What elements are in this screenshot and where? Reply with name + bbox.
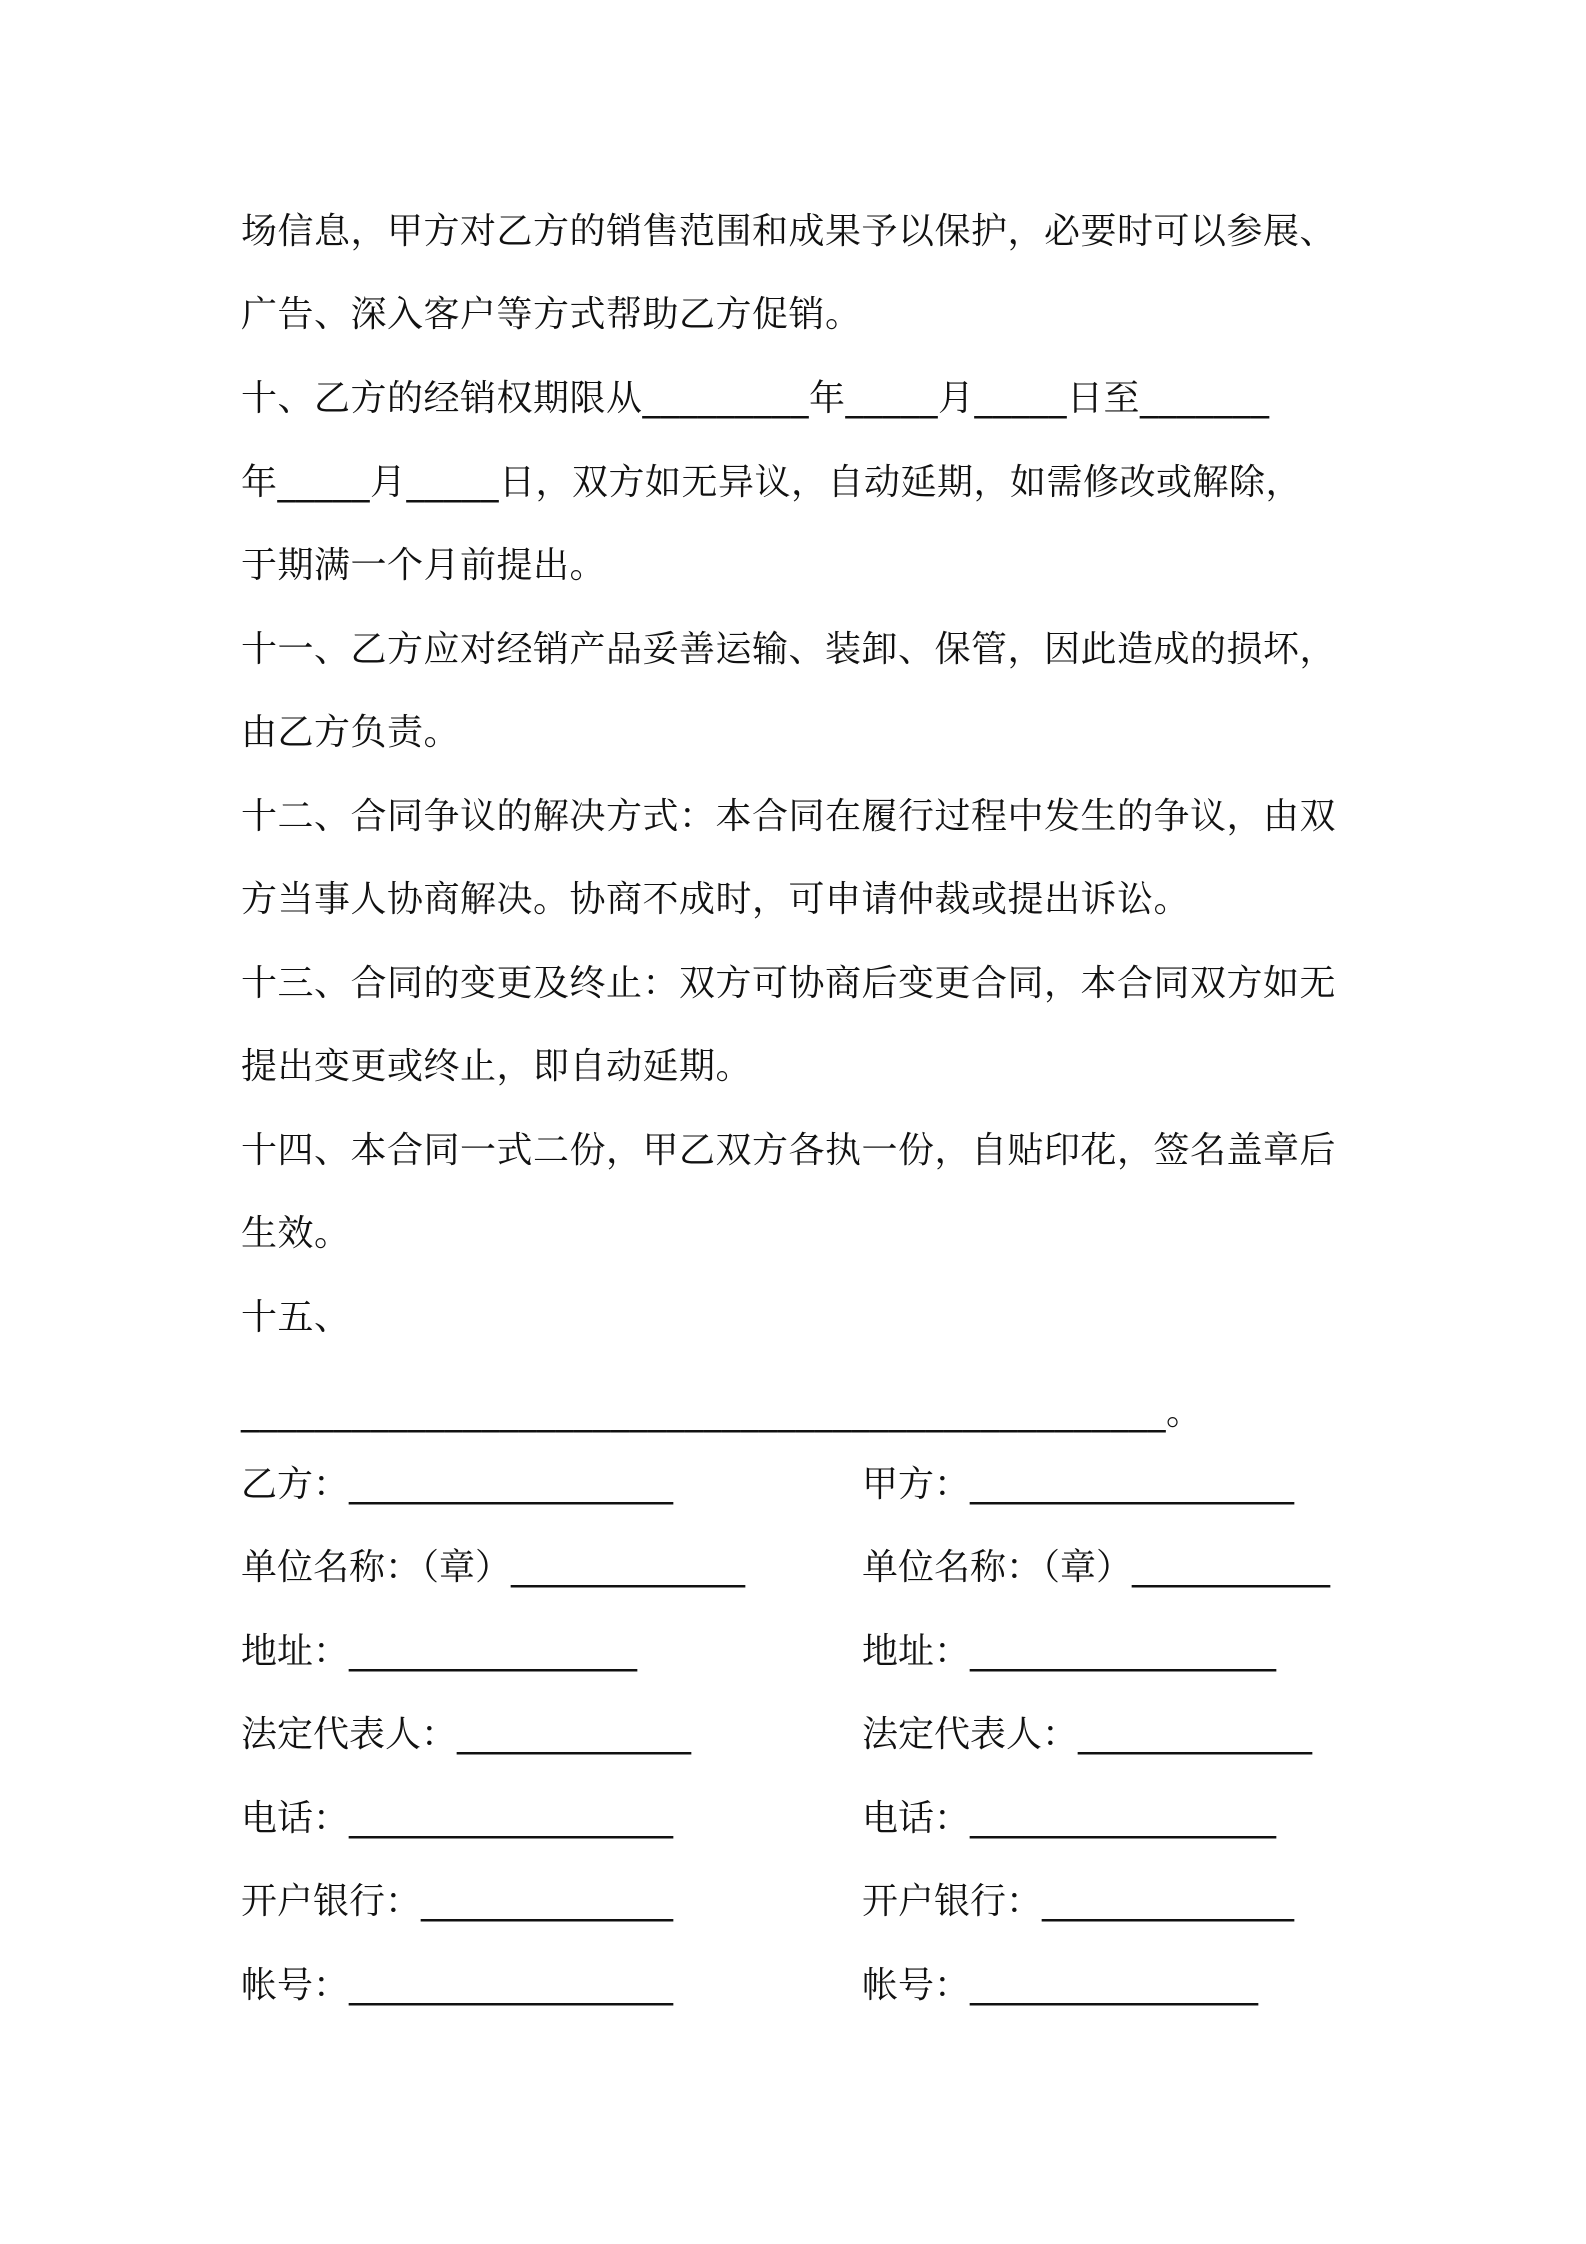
party-b-phone-field: 电话：__________________ (241, 1798, 674, 1839)
party-b-unit-field: 单位名称：（章）_____________ (241, 1547, 746, 1588)
clause-10-line: 年_____月_____日，双方如无异议，自动延期，如需修改或解除， (241, 462, 1303, 503)
party-b-field: 乙方：__________________ (241, 1464, 674, 1505)
clause-15-heading: 十五、 (241, 1297, 351, 1338)
party-a-bank-field: 开户银行：______________ (862, 1881, 1295, 1922)
party-a-phone-field: 电话：_________________ (862, 1798, 1277, 1839)
body-paragraph-line: 场信息，甲方对乙方的销售范围和成果予以保护，必要时可以参展、 (241, 211, 1337, 252)
party-a-representative-field: 法定代表人：_____________ (862, 1714, 1313, 1755)
signature-row-representative (241, 1710, 1361, 1760)
signature-row-account (241, 1961, 1361, 2011)
party-a-field: 甲方：__________________ (862, 1464, 1295, 1505)
clause-10-line: 于期满一个月前提出。 (241, 545, 607, 586)
signature-row-bank (241, 1877, 1361, 1927)
clause-14-line: 十四、本合同一式二份，甲乙双方各执一份，自贴印花，签名盖章后 (241, 1130, 1337, 1171)
party-b-address-field: 地址：________________ (241, 1631, 638, 1672)
clause-11-line: 由乙方负责。 (241, 712, 461, 753)
signature-row-phone (241, 1794, 1361, 1844)
clause-13-line: 十三、合同的变更及终止：双方可协商后变更合同，本合同双方如无 (241, 963, 1337, 1004)
party-a-unit-field: 单位名称：（章）___________ (862, 1547, 1331, 1588)
clause-13-line: 提出变更或终止，即自动延期。 (241, 1046, 753, 1087)
party-b-account-field: 帐号：__________________ (241, 1965, 674, 2006)
clause-11-line: 十一、乙方应对经销产品妥善运输、装卸、保管，因此造成的损坏， (241, 629, 1337, 670)
signature-row-address (241, 1627, 1361, 1677)
body-paragraph-line: 广告、深入客户等方式帮助乙方促销。 (241, 294, 862, 335)
clause-10-line: 十、乙方的经销权期限从_________年_____月_____日至_______ (241, 378, 1270, 419)
clause-12-line: 方当事人协商解决。协商不成时，可申请仲裁或提出诉讼。 (241, 879, 1191, 920)
party-a-account-field: 帐号：________________ (862, 1965, 1259, 2006)
party-b-bank-field: 开户银行：______________ (241, 1881, 674, 1922)
signature-row-party (241, 1460, 1361, 1510)
clause-14-line: 生效。 (241, 1213, 351, 1254)
signature-row-unit (241, 1543, 1361, 1593)
party-b-representative-field: 法定代表人：_____________ (241, 1714, 692, 1755)
party-a-address-field: 地址：_________________ (862, 1631, 1277, 1672)
clause-15-blank: __________________________________________________。 (241, 1392, 1203, 1433)
clause-12-line: 十二、合同争议的解决方式：本合同在履行过程中发生的争议，由双 (241, 796, 1337, 837)
